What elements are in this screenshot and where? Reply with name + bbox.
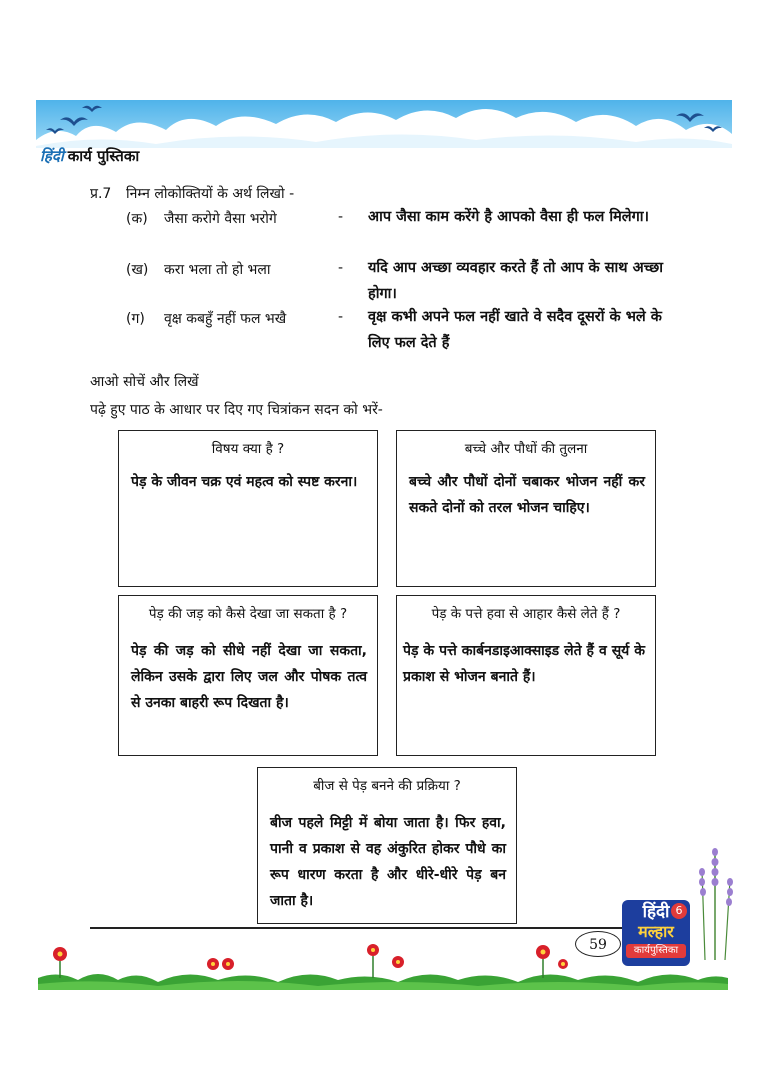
meaning-kh: यदि आप अच्छा व्यवहार करते हैं तो आप के साथ अच्छा होगा। [368, 260, 663, 302]
book-title [40, 146, 139, 166]
box-title: विषय क्या है ? [211, 441, 285, 457]
question-label: प्र.7 [90, 186, 112, 202]
logo-grade: 6 [671, 903, 687, 919]
logo-line3: कार्यपुस्तिका [626, 944, 686, 958]
sky-banner-decoration [36, 100, 732, 148]
dash-g: - [338, 309, 344, 325]
info-box-subject [118, 430, 378, 587]
logo-line2: मल्हार [638, 922, 674, 941]
page-number: 59 [575, 931, 621, 957]
info-box-roots [118, 595, 378, 756]
info-box-process [257, 767, 517, 924]
info-box-leaves [396, 595, 656, 756]
section-instruction: पढ़े हुए पाठ के आधार पर दिए गए चित्रांकन सदन को भरें- [90, 402, 383, 418]
info-box-comparison [396, 430, 656, 587]
meaning-g: वृक्ष कभी अपने फल नहीं खाते वे सदैव दूसरों के भले के लिए फल देते हैं [368, 309, 662, 351]
question-prompt: निम्न लोकोक्तियों के अर्थ लिखो - [126, 186, 295, 202]
book-title-brand: हिंदी [40, 147, 64, 165]
proverb-kh: करा भला तो हो भला [164, 262, 271, 278]
dash-k: - [338, 209, 344, 225]
box-title: पेड़ के पत्ते हवा से आहार कैसे लेते हैं ? [431, 606, 621, 622]
book-title-text: कार्य पुस्तिका [67, 147, 140, 165]
item-marker-k: (क) [126, 211, 148, 227]
proverb-k: जैसा करोगे वैसा भरोगे [164, 211, 277, 227]
box-title: बीज से पेड़ बनने की प्रक्रिया ? [313, 778, 461, 794]
box-body: पेड़ के जीवन चक्र एवं महत्व को स्पष्ट करना। [131, 474, 358, 490]
box-title: बच्चे और पौधों की तुलना [464, 441, 588, 457]
box-body: बच्चे और पौधों दोनों चबाकर भोजन नहीं कर सकते दोनों को तरल भोजन चाहिए। [409, 474, 645, 516]
proverb-g: वृक्ष कबहुँ नहीं फल भखै [164, 311, 287, 327]
section-heading: आओ सोचें और लिखें [90, 374, 199, 390]
meaning-k: आप जैसा काम करेंगे है आपको वैसा ही फल मिलेगा। [368, 209, 649, 225]
box-body: पेड़ की जड़ को सीधे नहीं देखा जा सकता, लेकिन उसके द्वारा लिए जल और पोषक तत्व से उनका बाहरी रूप दिखता है। [131, 643, 367, 711]
box-title: पेड़ की जड़ को कैसे देखा जा सकता है ? [148, 606, 348, 622]
dash-kh: - [338, 260, 344, 276]
box-body: बीज पहले मिट्टी में बोया जाता है। फिर हवा, पानी व प्रकाश से वह अंकुरित होकर पौधे का रूप धारण करता है और धीरे-धीरे पेड़ बन जाता है। [270, 815, 506, 909]
item-marker-g: (ग) [126, 311, 145, 327]
footer-divider [90, 927, 630, 929]
box-body: पेड़ के पत्ते कार्बनडाइआक्साइड लेते हैं व सूर्य के प्रकाश से भोजन बनाते हैं। [403, 643, 645, 685]
logo-line1: हिंदी [642, 902, 670, 922]
hindi-malhar-logo [622, 900, 690, 966]
item-marker-kh: (ख) [126, 262, 149, 278]
